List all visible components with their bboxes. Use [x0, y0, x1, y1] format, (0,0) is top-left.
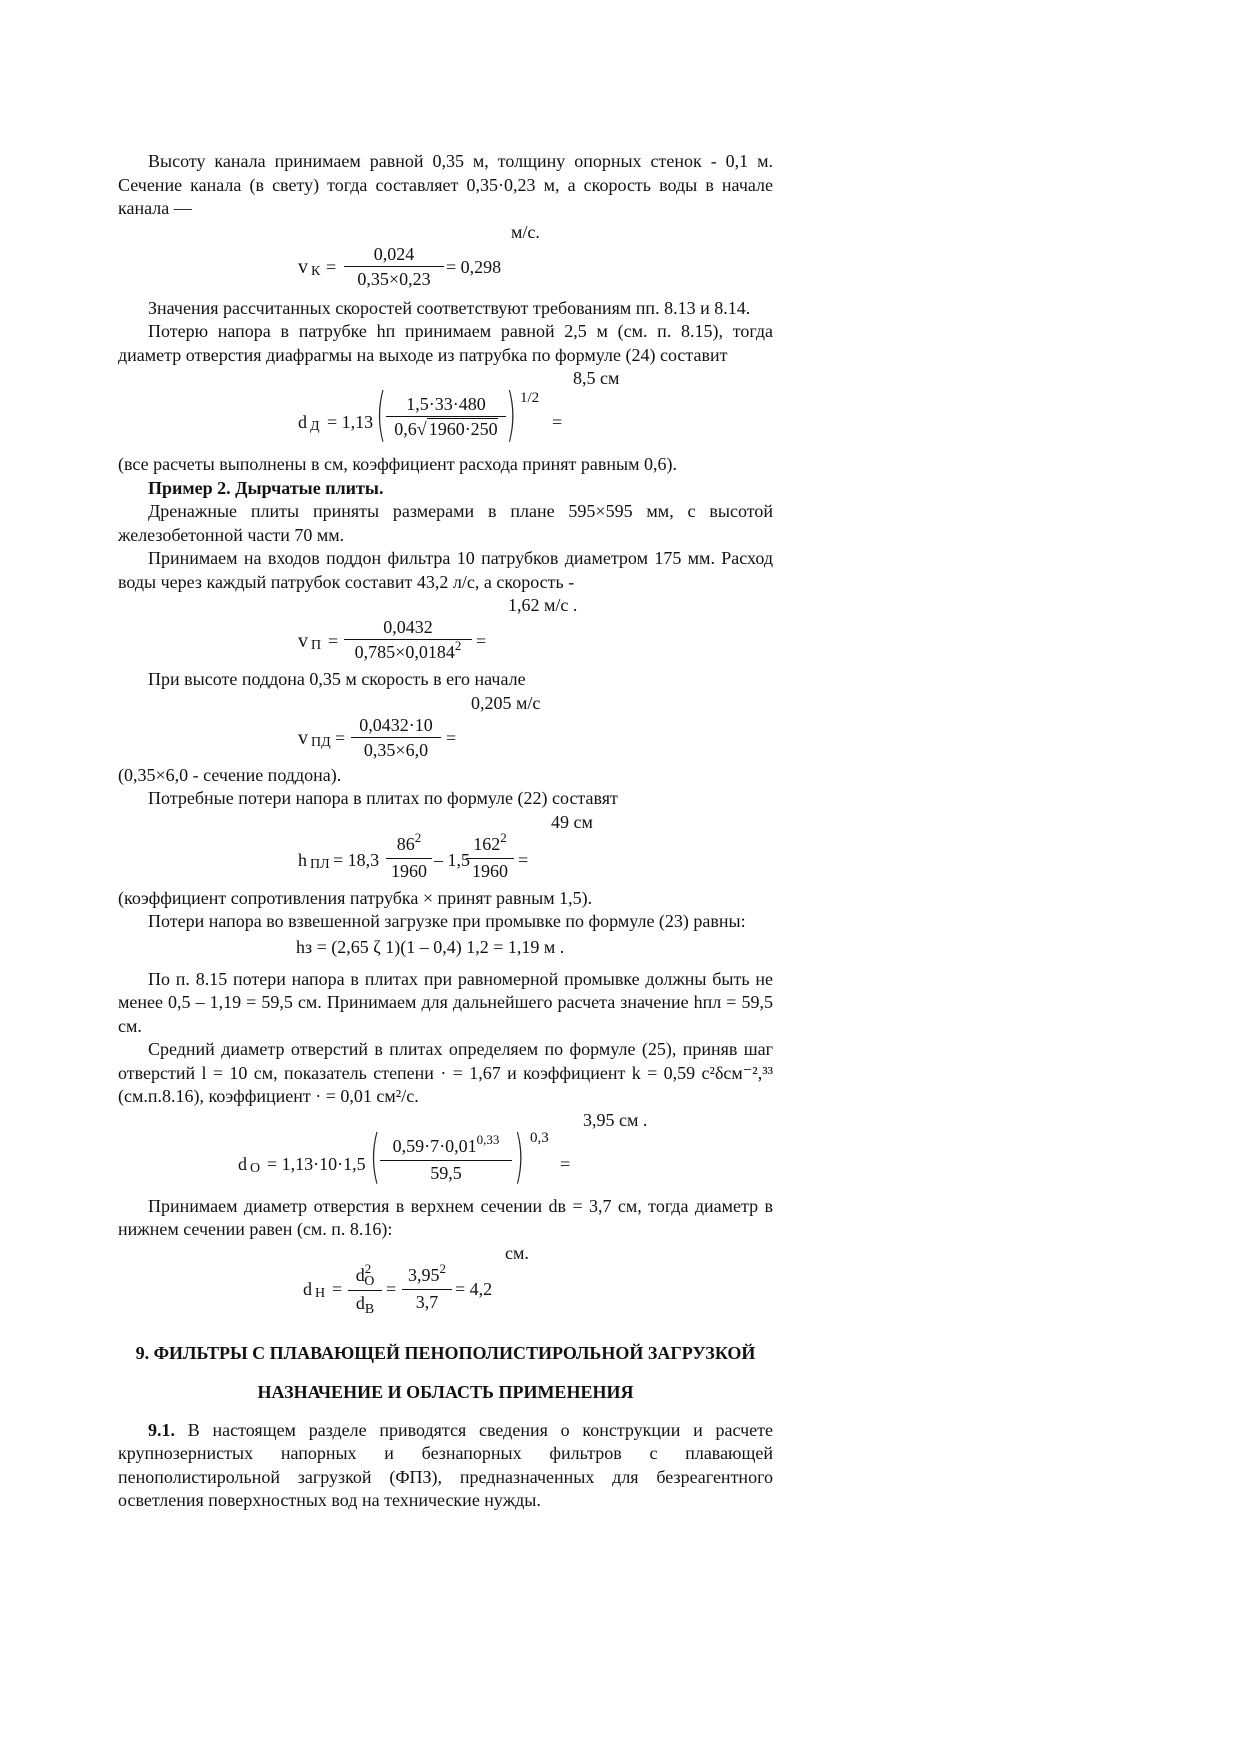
formula-result: м/с. — [511, 221, 540, 242]
paragraph: Высоту канала принимаем равной 0,35 м, толщину опорных стенок - 0,1 м. Сечение канала (в свету) тогда составляет 0,35·0,23 м, а скорость воды в начале канала — — [118, 151, 773, 218]
paragraph: Значения рассчитанных скоростей соответствуют требованиям пп. 8.13 и 8.14. — [148, 297, 751, 318]
clause-number: 9.1. — [148, 1419, 175, 1440]
formula-result: 8,5 см — [573, 368, 620, 388]
formula-result: 3,95 см . — [583, 1109, 648, 1130]
formula-pipe-velocity: v П = $\frac{0,0432}{0,785\times 0,0184^2}$ = — [298, 617, 487, 662]
formula-result: 1,62 м/с . — [508, 595, 578, 615]
paragraph: (все расчеты выполнены в см, коэффициент расхода принят равным 0,6). — [118, 454, 678, 474]
document-page — [118, 150, 773, 1513]
paragraph: (коэффициент сопротивления патрубка × принят равным 1,5). — [118, 887, 593, 908]
formula-plate-head-loss: h ПЛ = 18,3 $\frac{86^2}{1960}$ – 1,5 $\frac{162^2}{1960}$ = — [298, 829, 529, 881]
paragraph: Дренажные плиты приняты размерами в плане 595×595 мм, с высотой железобетонной части 70 мм. — [118, 501, 773, 545]
formula-result: 0,205 м/с — [471, 692, 541, 713]
formula-suspended-load: hз = (2,65 ζ 1)(1 – 0,4) 1,2 = 1,19 м . — [296, 936, 565, 957]
formula-tray-velocity: v ПД = $\frac{0,0432\cdot 10}{0,35\times 6,0}$ = — [298, 714, 457, 760]
section-heading: 9. ФИЛЬТРЫ С ПЛАВАЮЩЕЙ ПЕНОПОЛИСТИРОЛЬНОЙ ЗАГРУЗКОЙ — [135, 1342, 756, 1363]
paragraph: Потерю напора в патрубке hп принимаем равной 2,5 м (см. п. 8.15), тогда диаметр отверстия диафрагмы на выходе из патрубка по формуле (24) составит — [118, 321, 773, 365]
paragraph: Принимаем диаметр отверстия в верхнем сечении dв = 3,7 см, тогда диаметр в нижнем сечении равен (см. п. 8.16): — [118, 1195, 773, 1239]
paragraph: Потребные потери напора в плитах по формуле (22) составят — [148, 788, 618, 808]
formula-lower-diameter: d Н = $d^2_О$ $d_В$ = $\frac{3,95^2}{3,7}$ = 4,2 — [303, 1260, 493, 1317]
formula-channel-velocity: v К = $\frac{0,024}{0,35\times 0,23}$ = 0,298 — [298, 243, 502, 289]
paragraph: При высоте поддона 0,35 м скорость в его начале — [148, 669, 526, 689]
formula-result: 49 см — [551, 811, 593, 832]
paragraph: Принимаем на входов поддон фильтра 10 патрубков диаметром 175 мм. Расход воды через каждый патрубок составит 43,2 л/с, а скорость - — [118, 548, 773, 592]
formula-result: см. — [505, 1242, 529, 1263]
paragraph: Средний диаметр отверстий в плитах определяем по формуле (25), приняв шаг отверстий l = 10 см, показатель степени · = 1,67 и коэффициент k = 0,59 с²δсм⁻²,³³ (см.п.8.16), коэффициент · = 0,01 см²/с. — [118, 1039, 773, 1106]
example-heading: Пример 2. Дырчатые плиты. — [148, 477, 384, 498]
subsection-heading: НАЗНАЧЕНИЕ И ОБЛАСТЬ ПРИМЕНЕНИЯ — [257, 1381, 634, 1402]
formula-hole-diameter: d О = 1,13·10·1,5 ( $\frac{0,59\cdot 7\cdot 0,01^{0,33}}{59,5}$ ) 0,3 = — [238, 1121, 571, 1190]
paragraph: 9.1. В настоящем разделе приводятся сведения о конструкции и расчете крупнозернистых напорных и безнапорных фильтров с плавающей пенополистирольной загрузкой (ФПЗ), предназначенных для безреагентного осветления поверхностных вод на технические нужды. — [118, 1419, 773, 1510]
paragraph: Потери напора во взвешенной загрузке при промывке по формуле (23) равны: — [148, 911, 746, 931]
paragraph: (0,35×6,0 - сечение поддона). — [118, 764, 342, 785]
formula-diaphragm-diameter: d Д = 1,13 ( $\frac{1,5\cdot 33\cdot 480}{0,6√ 1960\cdot 250}$ ) 1/2 = — [298, 380, 563, 448]
paragraph: По п. 8.15 потери напора в плитах при равномерной промывке должны быть не менее 0,5 – 1,19 = 59,5 см. Принимаем для дальнейшего расчета значение hпл = 59,5 см. — [118, 968, 773, 1036]
